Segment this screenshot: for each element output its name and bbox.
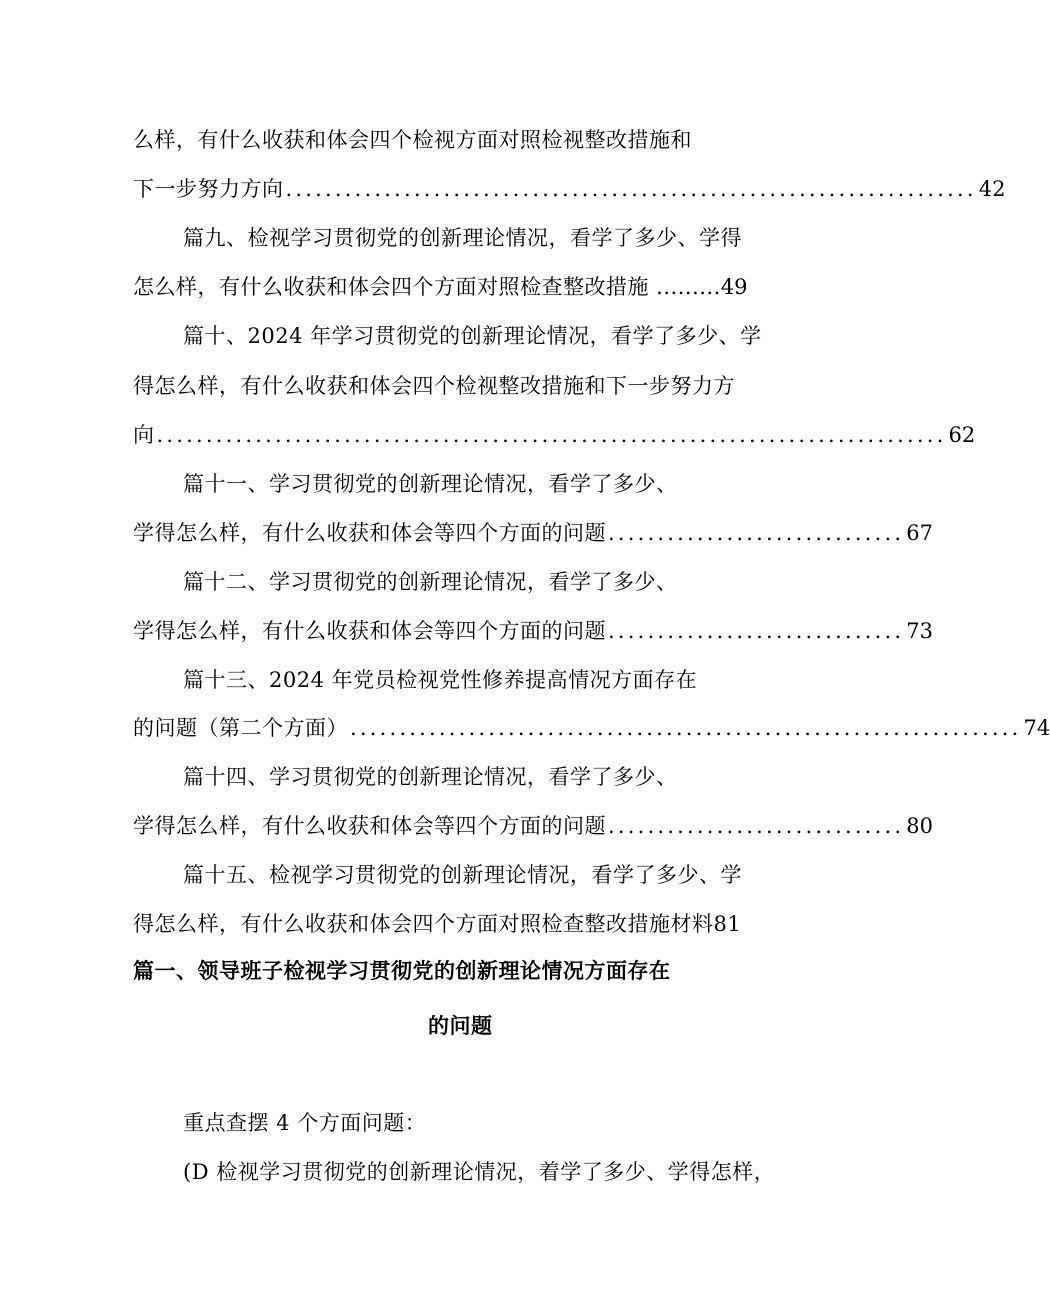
toc-entry-12-text: 学得怎么样，有什么收获和体会等四个方面的问题 xyxy=(133,619,606,643)
toc-entry-11-line2[interactable] xyxy=(133,518,933,548)
toc-entry-10-line2: 得怎么样，有什么收获和体会四个检视整改措施和下一步努力方 xyxy=(133,374,735,398)
toc-entry-13-line1[interactable]: 篇十三、2024 年党员检视党性修养提高情况方面存在 xyxy=(183,668,698,692)
toc-entry-14-line1[interactable]: 篇十四、学习贯彻党的创新理论情况，看学了多少、 xyxy=(183,765,678,789)
toc-entry-12-line1[interactable]: 篇十二、学习贯彻党的创新理论情况，看学了多少、 xyxy=(183,570,678,594)
toc-entry-10-line1[interactable]: 篇十、2024 年学习贯彻党的创新理论情况，看学了多少、学 xyxy=(183,324,762,348)
toc-entry-13-text: 的问题（第二个方面） xyxy=(133,716,348,740)
toc-leader-dots: .............................. xyxy=(608,814,905,838)
toc-leader-dots: .............................. xyxy=(608,619,905,643)
toc-entry-10-text: 向 xyxy=(133,423,155,447)
toc-entry-10-page: 62 xyxy=(948,423,976,447)
toc-entry-12-line2[interactable] xyxy=(133,616,933,646)
toc-entry-8-line2[interactable] xyxy=(133,174,1006,204)
toc-entry-11-page: 67 xyxy=(906,521,933,545)
section-heading-line2: 的问题 xyxy=(428,1013,493,1038)
toc-leader-dots: .................................................................... xyxy=(350,716,1022,740)
toc-entry-9-line1[interactable]: 篇九、检视学习贯彻党的创新理论情况，看学了多少、学得 xyxy=(183,226,742,250)
toc-entry-8-line1: 么样，有什么收获和体会四个检视方面对照检视整改措施和 xyxy=(133,128,692,152)
toc-entry-14-page: 80 xyxy=(906,814,933,838)
toc-entry-9-text: 怎么样，有什么收获和体会四个方面对照检查整改措施 ......... xyxy=(133,275,721,299)
toc-entry-9-page: 49 xyxy=(720,275,748,299)
toc-entry-8-page: 42 xyxy=(978,177,1006,201)
toc-entry-14-line2[interactable] xyxy=(133,811,933,841)
toc-entry-13-page: 74 xyxy=(1023,716,1050,740)
toc-entry-14-text: 学得怎么样，有什么收获和体会等四个方面的问题 xyxy=(133,814,606,838)
toc-entry-11-text: 学得怎么样，有什么收获和体会等四个方面的问题 xyxy=(133,521,606,545)
toc-entry-13-line2[interactable] xyxy=(133,713,1050,743)
toc-entry-15-line1[interactable]: 篇十五、检视学习贯彻党的创新理论情况，看学了多少、学 xyxy=(183,863,742,887)
toc-entry-10-line3[interactable] xyxy=(133,420,976,450)
toc-entry-12-page: 73 xyxy=(906,619,933,643)
section-heading-line1: 篇一、领导班子检视学习贯彻党的创新理论情况方面存在 xyxy=(133,958,671,983)
body-paragraph-2: (D 检视学习贯彻党的创新理论情况，着学了多少、学得怎样， xyxy=(183,1160,776,1184)
toc-leader-dots: ................................................................................ xyxy=(156,423,947,447)
body-paragraph-1: 重点查摆 4 个方面问题： xyxy=(183,1111,427,1135)
toc-entry-8-text: 下一步努力方向 xyxy=(133,177,284,201)
toc-entry-11-line1[interactable]: 篇十一、学习贯彻党的创新理论情况，看学了多少、 xyxy=(183,472,678,496)
toc-entry-9-line2[interactable] xyxy=(133,272,748,302)
toc-leader-dots: .............................. xyxy=(608,521,905,545)
toc-leader-dots: ...................................................................... xyxy=(285,177,977,201)
toc-entry-15-line2[interactable]: 得怎么样，有什么收获和体会四个方面对照检查整改措施材料81 xyxy=(133,912,742,936)
